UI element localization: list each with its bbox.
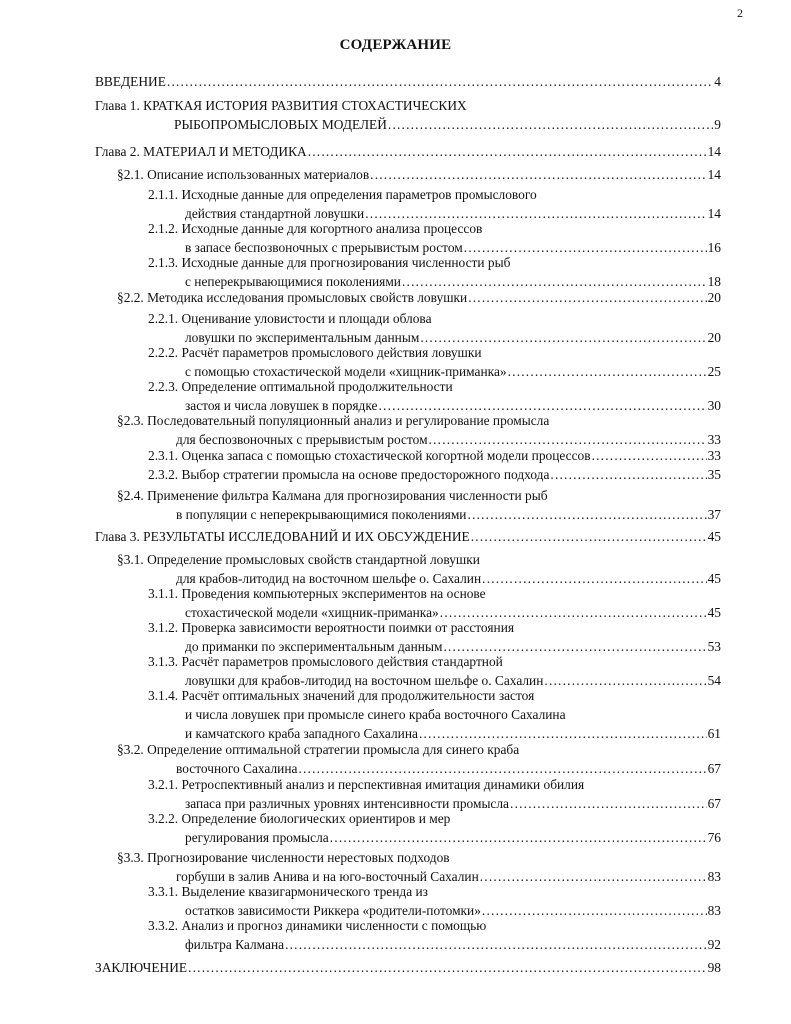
- toc-entry-line: [148, 584, 721, 603]
- toc-entry-line: [117, 486, 721, 505]
- toc-page-number: 92: [707, 937, 721, 952]
- toc-entry[interactable]: [148, 309, 721, 347]
- toc-entry-line: [148, 253, 721, 272]
- toc-page-number: 20: [707, 290, 721, 305]
- toc-entry-line: [117, 505, 721, 524]
- toc-entry-title: ловушки для крабов-литодид на восточном шельфе о. Сахалин: [185, 673, 544, 688]
- toc-entry[interactable]: [117, 165, 721, 184]
- toc-entry[interactable]: [117, 848, 721, 886]
- toc-leader-dots: [468, 288, 706, 307]
- toc-entry-title: §3.2. Определение оптимальной стратегии промысла для синего краба: [117, 742, 520, 757]
- page-title: СОДЕРЖАНИЕ: [339, 37, 452, 53]
- toc-leader-dots: [330, 828, 707, 847]
- toc-entry[interactable]: [148, 686, 721, 743]
- toc-entry-title: Глава 3. РЕЗУЛЬТАТЫ ИССЛЕДОВАНИЙ И ИХ ОБСУЖДЕНИЕ: [95, 529, 470, 544]
- toc-entry-line: [148, 652, 721, 671]
- toc-page-number: 35: [707, 467, 721, 482]
- toc-entry-title: 3.3.2. Анализ и прогноз динамики численности с помощью: [148, 918, 487, 933]
- toc-entry-line: [148, 809, 721, 828]
- toc-entry-title: 3.1.4. Расчёт оптимальных значений для продолжительности застоя: [148, 688, 535, 703]
- toc-entry[interactable]: [148, 584, 721, 622]
- toc-entry[interactable]: [95, 96, 721, 134]
- toc-entry-title: в популяции с неперекрывающимися поколениями: [176, 507, 467, 522]
- toc-entry-title: 3.1.1. Проведения компьютерных экспериментов на основе: [148, 586, 486, 601]
- toc-entry-title: для беспозвоночных с прерывистым ростом: [176, 432, 428, 447]
- toc-entry-line: [148, 219, 721, 238]
- toc-entry-line: [117, 740, 721, 759]
- toc-page-number: 20: [707, 330, 721, 345]
- toc-entry-line: [148, 775, 721, 794]
- toc-entry-title: 3.3.1. Выделение квазигармонического тренда из: [148, 884, 428, 899]
- toc-page-number: 14: [707, 144, 721, 159]
- toc-page-number: 83: [707, 903, 721, 918]
- toc-entry-title: для крабов-литодид на восточном шельфе о. Сахалин: [176, 571, 482, 586]
- toc-entry-title: §3.3. Прогнозирование численности нерестовых подходов: [117, 850, 450, 865]
- toc-entry-title: запаса при различных уровнях интенсивности промысла: [185, 796, 510, 811]
- toc-entry-title: остатков зависимости Риккера «родители-потомки»: [185, 903, 481, 918]
- page-number: 2: [737, 6, 743, 20]
- toc-entry-line: [95, 142, 721, 161]
- toc-entry[interactable]: [148, 253, 721, 291]
- toc-entry[interactable]: [117, 550, 721, 588]
- toc-page-number: 33: [707, 432, 721, 447]
- toc-entry-line: [95, 72, 721, 91]
- toc-entry-title: 3.1.3. Расчёт параметров промыслового действия стандартной: [148, 654, 503, 669]
- toc-page-number: 45: [707, 529, 721, 544]
- toc-entry-line: [148, 686, 721, 705]
- toc-entry-line: [95, 527, 721, 546]
- toc-entry-title: 2.1.1. Исходные данные для определения параметров промыслового: [148, 187, 537, 202]
- toc-entry-title: 2.2.1. Оценивание уловистости и площади облова: [148, 311, 432, 326]
- toc-page-number: 98: [707, 960, 721, 975]
- toc-entry-line: [148, 828, 721, 847]
- toc-page-number: 37: [707, 507, 721, 522]
- toc-entry-line: [148, 377, 721, 396]
- toc-entry-line: [148, 935, 721, 954]
- toc-leader-dots: [370, 165, 706, 184]
- toc-entry-title: стохастической модели «хищник-приманка»: [185, 605, 439, 620]
- toc-page-number: 67: [707, 761, 721, 776]
- toc-entry-title: 2.3.2. Выбор стратегии промысла на основе предосторожного подхода: [148, 467, 550, 482]
- toc-entry[interactable]: [148, 185, 721, 223]
- toc-entry-line: [148, 705, 721, 724]
- toc-leader-dots: [471, 527, 707, 546]
- toc-page-number: 14: [707, 167, 721, 182]
- toc-entry-line: [117, 288, 721, 307]
- toc-page-number: 14: [707, 206, 721, 221]
- toc-entry[interactable]: [148, 343, 721, 381]
- toc-leader-dots: [167, 72, 713, 91]
- toc-entry[interactable]: [148, 219, 721, 257]
- toc-page-number: 54: [707, 673, 721, 688]
- toc-entry-title: фильтра Калмана: [185, 937, 285, 952]
- toc-entry-title: ВВЕДЕНИЕ: [95, 74, 166, 89]
- toc-entry-title: 2.3.1. Оценка запаса с помощью стохастической когортной модели процессов: [148, 448, 591, 463]
- toc-entry-title: 2.2.3. Определение оптимальной продолжительности: [148, 379, 453, 394]
- toc-page-number: 45: [707, 605, 721, 620]
- toc-entry[interactable]: [148, 446, 721, 465]
- toc-page-number: 25: [707, 364, 721, 379]
- toc-entry-title: §3.1. Определение промысловых свойств стандартной ловушки: [117, 552, 480, 567]
- toc-entry-title: горбуши в залив Анива и на юго-восточный Сахалин: [176, 869, 479, 884]
- toc-entry-title: 3.2.1. Ретроспективный анализ и перспективная имитация динамики обилия: [148, 777, 585, 792]
- toc-entry-line: [95, 96, 721, 115]
- toc-entry-line: [148, 465, 721, 484]
- toc-entry-title: с помощью стохастической модели «хищник-приманка»: [185, 364, 507, 379]
- toc-leader-dots: [467, 505, 706, 524]
- toc-entry[interactable]: [117, 411, 721, 449]
- toc-entry-line: [148, 618, 721, 637]
- toc-entry-line: [148, 343, 721, 362]
- toc-entry-line: [148, 882, 721, 901]
- toc-entry[interactable]: [95, 527, 721, 546]
- toc-entry-line: [117, 165, 721, 184]
- toc-entry[interactable]: [148, 882, 721, 920]
- toc-page-number: 33: [707, 448, 721, 463]
- toc-entry-title: действия стандартной ловушки: [185, 206, 365, 221]
- toc-entry-title: Глава 2. МАТЕРИАЛ И МЕТОДИКА: [95, 144, 307, 159]
- toc-entry-line: [117, 411, 721, 430]
- toc-entry[interactable]: [95, 72, 721, 91]
- toc-page-number: 9: [714, 117, 721, 132]
- toc-page-number: 61: [707, 726, 721, 741]
- toc-page-number: 67: [707, 796, 721, 811]
- toc-entry-line: [117, 550, 721, 569]
- toc-leader-dots: [188, 958, 707, 977]
- toc-entry-line: [117, 848, 721, 867]
- toc-entry-line: [148, 916, 721, 935]
- toc-page-number: 4: [714, 74, 721, 89]
- toc-page-number: 53: [707, 639, 721, 654]
- toc-page-number: 18: [707, 274, 721, 289]
- toc-entry-title: 2.2.2. Расчёт параметров промыслового действия ловушки: [148, 345, 482, 360]
- toc-leader-dots: [592, 446, 707, 465]
- toc-entry-title: §2.4. Применение фильтра Калмана для прогнозирования численности рыб: [117, 488, 548, 503]
- toc-entry-title: ЗАКЛЮЧЕНИЕ: [95, 960, 188, 975]
- toc-leader-dots: [285, 935, 707, 954]
- toc-entry-title: и камчатского краба западного Сахалина: [185, 726, 418, 741]
- toc-entry-line: [95, 958, 721, 977]
- toc-entry[interactable]: [148, 916, 721, 954]
- toc-entry[interactable]: [148, 652, 721, 690]
- toc-entry-title: в запасе беспозвоночных с прерывистым ростом: [185, 240, 463, 255]
- toc-page-number: 76: [707, 830, 721, 845]
- toc-entry-title: ловушки по экспериментальным данным: [185, 330, 420, 345]
- toc-entry-title: и числа ловушек при промысле синего краба восточного Сахалина: [185, 707, 566, 722]
- toc-entry[interactable]: [117, 486, 721, 524]
- toc-entry-title: с неперекрывающимися поколениями: [185, 274, 401, 289]
- toc-entry-line: [148, 309, 721, 328]
- toc-page-number: 30: [707, 398, 721, 413]
- toc-page-number: 16: [707, 240, 721, 255]
- toc-entry-title: регулирования промысла: [185, 830, 329, 845]
- toc-entry-title: §2.3. Последовательный популяционный анализ и регулирование промысла: [117, 413, 550, 428]
- toc-entry[interactable]: [148, 618, 721, 656]
- toc-entry[interactable]: [117, 740, 721, 778]
- toc-entry[interactable]: [148, 809, 721, 847]
- toc-entry-title: до приманки по экспериментальным данным: [185, 639, 443, 654]
- toc-entry-line: [95, 115, 721, 134]
- toc-entry-title: §2.1. Описание использованных материалов: [117, 167, 370, 182]
- toc-entry[interactable]: [148, 465, 721, 484]
- toc-entry-title: 3.2.2. Определение биологических ориентиров и мер: [148, 811, 451, 826]
- toc-entry[interactable]: [95, 142, 721, 161]
- toc-entry[interactable]: [117, 288, 721, 307]
- toc-entry-title: Глава 1. КРАТКАЯ ИСТОРИЯ РАЗВИТИЯ СТОХАСТИЧЕСКИХ: [95, 98, 467, 113]
- toc-entry[interactable]: [95, 958, 721, 977]
- toc-entry[interactable]: [148, 377, 721, 415]
- toc-leader-dots: [308, 142, 707, 161]
- toc-entry-title: 2.1.2. Исходные данные для когортного анализа процессов: [148, 221, 483, 236]
- toc-entry-line: [148, 446, 721, 465]
- toc-page-number: 45: [707, 571, 721, 586]
- toc-entry-title: РЫБОПРОМЫСЛОВЫХ МОДЕЛЕЙ: [174, 117, 387, 132]
- toc-entry-title: 2.1.3. Исходные данные для прогнозирования численности рыб: [148, 255, 511, 270]
- toc-leader-dots: [550, 465, 706, 484]
- toc-entry-title: застоя и числа ловушек в порядке: [185, 398, 378, 413]
- toc-leader-dots: [388, 115, 713, 134]
- toc-page-number: 83: [707, 869, 721, 884]
- toc-entry-title: восточного Сахалина: [176, 761, 298, 776]
- toc-entry[interactable]: [148, 775, 721, 813]
- toc-entry-title: §2.2. Методика исследования промысловых свойств ловушки: [117, 290, 468, 305]
- toc-entry-title: 3.1.2. Проверка зависимости вероятности поимки от расстояния: [148, 620, 515, 635]
- toc-entry-line: [148, 185, 721, 204]
